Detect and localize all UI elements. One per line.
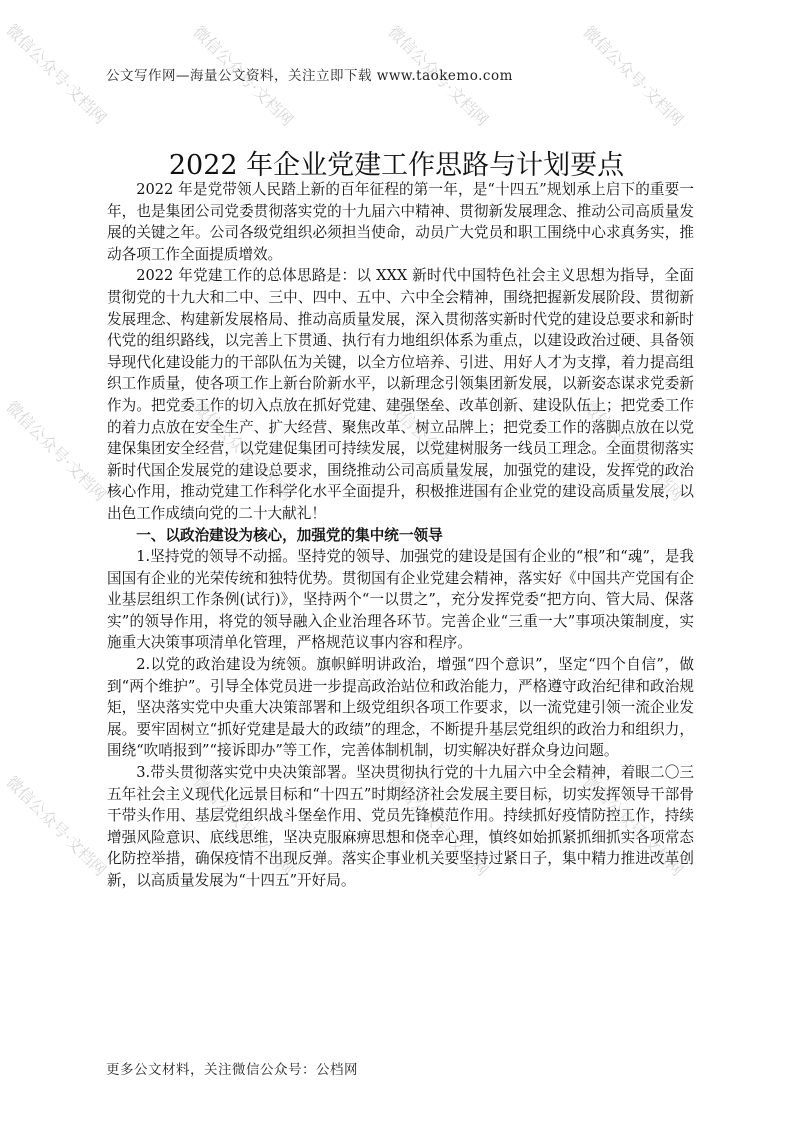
watermark: 微信公众号·文档网	[384, 22, 492, 130]
watermark: 微信公众号·文档网	[384, 397, 492, 505]
document-body	[107, 179, 694, 892]
watermark: 微信公众号·文档网	[189, 397, 297, 505]
watermark: 微信公众号·文档网	[189, 772, 297, 880]
section-item: 3.带头贯彻落实党中央决策部署。坚决贯彻执行党的十九届六中全会精神，着眼二〇三五年社会主义现代化远景目标和“十四五”时期经济社会发展主要目标，切实发挥领导干部骨干带头作用、基层党组织战斗堡垒作用、党员先锋模范作用。持续抓好疫情防控工作，持续增强风险意识、底线思维，坚决克服麻痹思想和侥幸心理，慎终如始抓紧抓细抓实各项常态化防控举措，确保疫情不出现反弹。落实企事业机关要坚持过紧日子，集中精力推进改革创新，以高质量发展为“十四五”开好局。	[107, 764, 694, 889]
watermark: 微信公众号·文档网	[2, 397, 110, 505]
intro-paragraph: 2022 年是党带领人民踏上新的百年征程的第一年，是“十四五”规划承上启下的重要一年，也是集团公司党委贯彻落实党的十九届六中精神、贯彻新发展理念、推动公司高质量发展的关键之年。公司各级党组织必须担当使命，动员广大党员和职工围绕中心求真务实，推动各项工作全面提质增效。	[107, 181, 694, 263]
watermark: 微信公众号·文档网	[189, 22, 297, 130]
watermark: 微信公众号·文档网	[579, 397, 687, 505]
section-item: 2.以党的政治建设为统领。旗帜鲜明讲政治，增强“四个意识”，坚定“四个自信”，做到“两个维护”。引导全体党员进一步提高政治站位和政治能力，严格遵守政治纪律和政治规矩，坚决落实党中央重大决策部署和上级党组织各项工作要求，以一流党建引领一流企业发展。要牢固树立“抓好党建是最大的政绩”的理念，不断提升基层党组织的政治力和组织力，围绕“吹哨报到”“接诉即办”等工作，完善体制机制，切实解决好群众身边问题。	[107, 656, 694, 760]
watermark: 微信公众号·文档网	[384, 772, 492, 880]
page-footer: 更多公文材料，关注微信公众号：公档网	[106, 1062, 358, 1078]
section-item: 1.坚持党的领导不动摇。坚持党的领导、加强党的建设是国有企业的“根”和“魂”，是我国国有企业的光荣传统和独特优势。贯彻国有企业党建会精神，落实好《中国共产党国有企业基层组织工作条例(试行)》，坚持两个“一以贯之”，充分发挥党委“把方向、管大局、保落实”的领导作用，将党的领导融入企业治理各环节。完善企业“三重一大”事项决策制度，实施重大决策事项清单化管理，严格规范议事内容和程序。	[107, 548, 694, 652]
document-title: 2022 年企业党建工作思路与计划要点	[168, 150, 625, 181]
watermark: 微信公众号·文档网	[579, 22, 687, 130]
page-header: 公文写作网—海量公文资料，关注立即下载 www.taokemo.com	[106, 68, 513, 84]
overall-approach-paragraph: 2022 年党建工作的总体思路是：以 XXX 新时代中国特色社会主义思想为指导，全面贯彻党的十九大和二中、三中、四中、五中、六中全会精神，围绕把握新发展阶段、贯彻新发展理念、构建新发展格局、推动高质量发展，深入贯彻落实新时代党的建设总要求和新时代党的组织路线，以完善上下贯通、执行有力地组织体系为重点，以建设政治过硬、具备领导现代化建设能力的干部队伍为关键，以全方位培养、引进、用好人才为支撑，着力提高组织工作质量，使各项工作上新台阶新水平，以新理念引领集团新发展，以新姿态谋求党委新作为。把党委工作的切入点放在抓好党建、建强堡垒、改革创新、建设队伍上；把党委工作的着力点放在安全生产、扩大经营、聚焦改革、树立品牌上；把党委工作的落脚点放在以党建保集团安全经营，以党建促集团可持续发展，以党建树服务一线员工理念。全面贯彻落实新时代国企发展党的建设总要求，围绕推动公司高质量发展，加强党的建设，发挥党的政治核心作用，推动党建工作科学化水平全面提升，积极推进国有企业党的建设高质量发展，以出色工作成绩向党的二十大献礼！	[107, 267, 694, 522]
watermark: 微信公众号·文档网	[2, 772, 110, 880]
section-heading: 一、以政治建设为核心，加强党的集中统一领导	[136, 526, 443, 544]
watermark: 微信公众号·文档网	[2, 20, 110, 128]
watermark: 微信公众号·文档网	[579, 772, 687, 880]
